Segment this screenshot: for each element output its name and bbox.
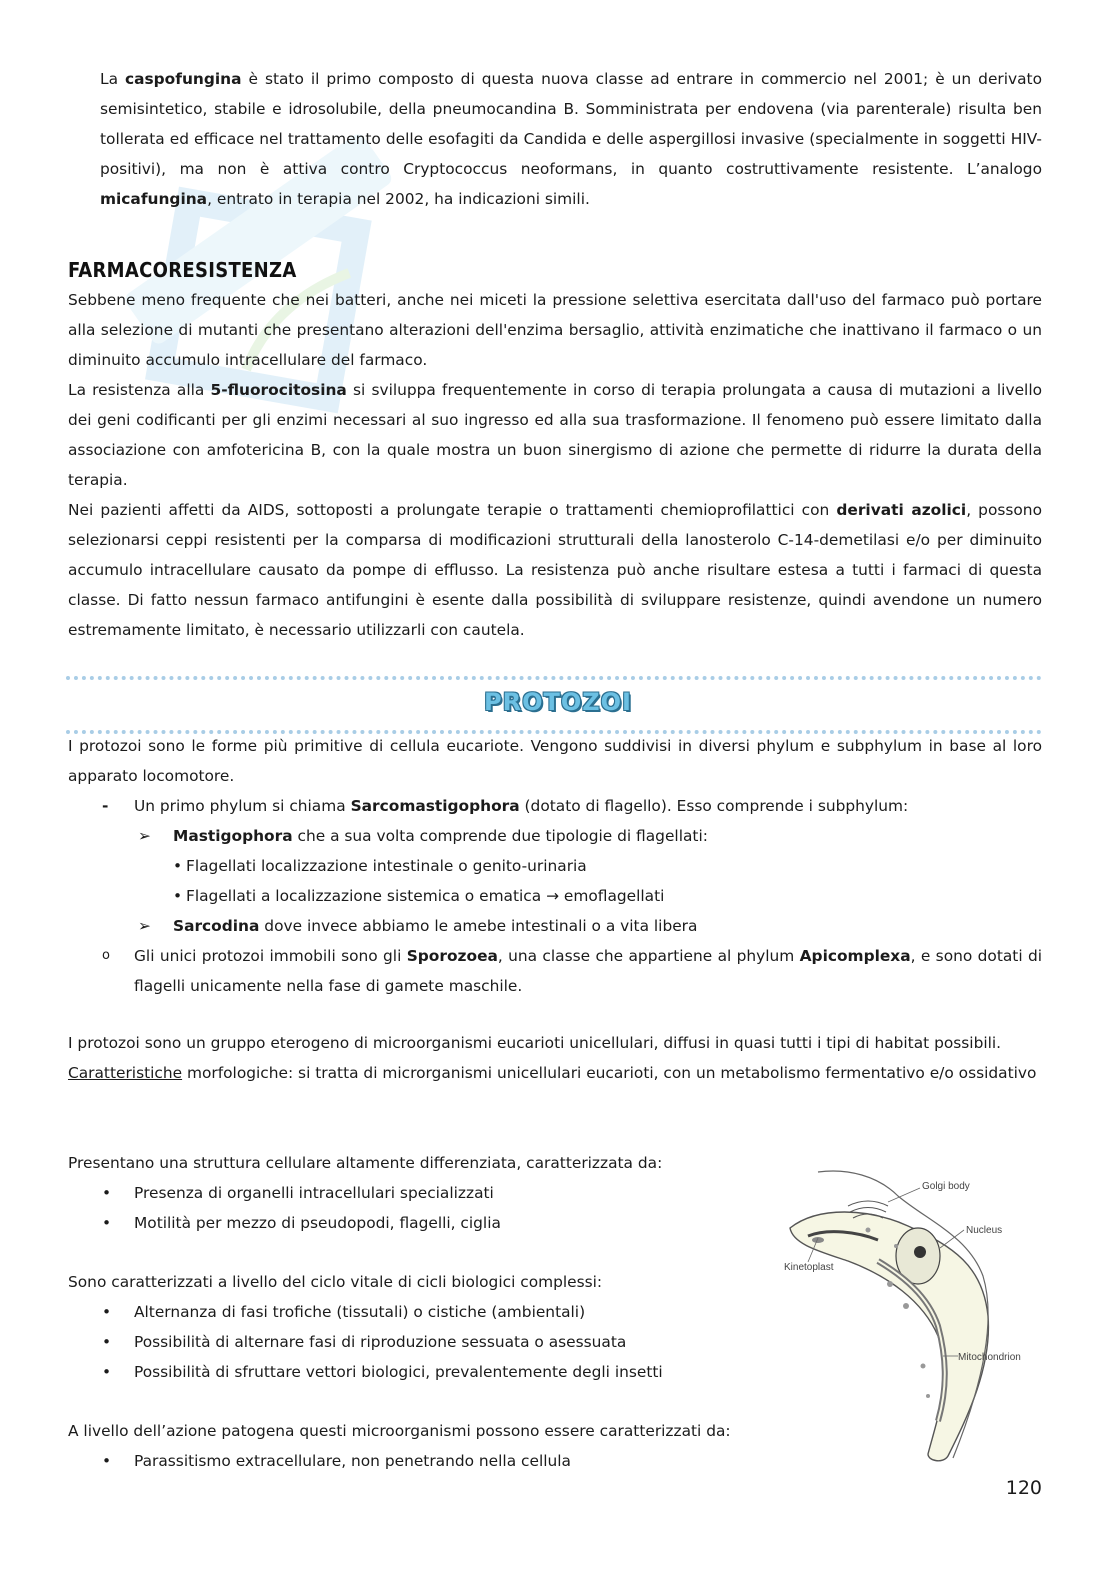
list-item: • Alternanza di fasi trofiche (tissutali) o cistiche (ambientali) (102, 1303, 586, 1321)
list-item: • Possibilità di alternare fasi di riproduzione sessuata o asessuata (102, 1333, 627, 1351)
list-item: • Motilità per mezzo di pseudopodi, flagelli, ciglia (102, 1214, 501, 1232)
lifecycle-section: Sono caratterizzati a livello del ciclo vitale di cicli biologici complessi: • Alternanza di fasi trofiche (tissutali) o cistiche (ambientali) • Possibilità di alternare fasi di riproduzione sessuata o asessuata • Possibilità di sfruttare vettori biologici, prevalentemente degli insetti (68, 1267, 788, 1387)
list-item: • Parassitismo extracellulare, non penetrando nella cellula (102, 1452, 571, 1470)
protozoi-description: I protozoi sono un gruppo eterogeno di microorganismi eucarioti unicellulari, diffusi in quasi tutti i tipi di habitat possibili. Caratteristiche morfologiche: si tratta di microrganismi unicellulari eucarioti, con un metabolismo fermentativo e/o ossidativo (68, 1034, 1037, 1082)
pathogenic-section: A livello dell’azione patogena questi microorganismi possono essere caratterizzati da: • Parassitismo extracellulare, non penetrando nella cellula (68, 1416, 788, 1476)
farmaco-paragraph-2: La resistenza alla 5-fluorocitosina si sviluppa frequentemente in corso di terapia prolungata a causa di mutazioni a livello dei geni codificanti per gli enzimi necessari al suo ingresso ed alla sua trasformazione. Il fenomeno può essere limitato dalla associazione con amfotericina B, con la quale mostra un buon sinergismo di azione che permette di ridurre la durata della terapia. (68, 381, 1043, 489)
protozoi-intro: I protozoi sono le forme più primitive di cellula eucariote. Vengono suddivisi in diversi phylum e subphylum in base al loro apparato locomotore. (68, 737, 1042, 785)
farmaco-paragraph-3: Nei pazienti affetti da AIDS, sottoposti a prolungate terapie o trattamenti chemioprofilattici con derivati azolici, possono selezionarsi ceppi resistenti per la comparsa di modificazioni strutturali della lanosterolo C-14-demetilasi e/o per diminuito accumulo intracellulare causato da pompe di efflusso. La resistenza può anche risultare estesa a tutti i farmaci di questa classe. Di fatto nessun farmaco antifungini è esente dalla possibilità di sviluppare resistenze, quindi avendone un numero estremamente limitato, è necessario utilizzarli con cautela. (68, 501, 1042, 639)
term-micafungina: micafungina (100, 190, 208, 208)
arrow-bullet-icon: ➢ (138, 827, 151, 845)
label-mitochondrion: Mitochondrion (958, 1352, 1021, 1363)
caratteristiche-link-text: Caratteristiche (68, 1064, 183, 1082)
list-item: ➢ Mastigophora che a sua volta comprende due tipologie di flagellati: (68, 821, 1042, 851)
label-golgi: Golgi body (922, 1181, 970, 1192)
term-caspofungina: caspofungina (125, 70, 242, 88)
farmacoresistenza-heading: FARMACORESISTENZA (68, 258, 297, 282)
farmaco-paragraph-1: Sebbene meno frequente che nei batteri, anche nei miceti la pressione selettiva esercitata dall'uso del farmaco può portare alla selezione di mutanti che presentano alterazioni dell'enzima bersaglio, attività enzimatiche che inattivano il farmaco o un diminuito accumulo intracellulare del farmaco. (68, 291, 1042, 369)
label-kinetoplast: Kinetoplast (784, 1262, 834, 1273)
trypanosome-diagram (778, 1166, 1048, 1466)
page-number: 120 (1005, 1477, 1042, 1499)
phylum-list (68, 791, 1042, 1001)
list-item: • Flagellati localizzazione intestinale o genito-urinaria (173, 857, 587, 875)
label-nucleus: Nucleus (966, 1225, 1003, 1236)
caspofungina-paragraph: La caspofungina è stato il primo composto di questa nuova classe ad entrare in commercio nel 2001; è un derivato semisintetico, stabile e idrosolubile, della pneumocandina B. Somministrata per endovena (via parenterale) risulta ben tollerata ed efficace nel trattamento delle esofagiti da Candida e delle aspergillosi invasive (specialmente in soggetti HIV- positivi), ma non è attiva contro Cryptococcus neoformans, in quanto costruttivamente resistente. L’analogo micafungina, entrato in terapia nel 2002, ha indicazioni simili. (100, 70, 1043, 208)
protozoi-title: PROTOZOI (484, 688, 632, 716)
farmacoresistenza-section (68, 285, 1042, 645)
list-item: o Gli unici protozoi immobili sono gli Sporozoea, una classe che appartiene al phylum Apicomplexa, e sono dotati di flagelli unicamente nella fase di gamete maschile. (102, 947, 1042, 995)
list-item: • Presenza di organelli intracellulari specializzati (102, 1184, 494, 1202)
structure-section: Presentano una struttura cellulare altamente differenziata, caratterizzata da: • Presenza di organelli intracellulari specializzati • Motilità per mezzo di pseudopodi, flagelli, ciglia (68, 1148, 788, 1238)
list-item: • Possibilità di sfruttare vettori biologici, prevalentemente degli insetti (102, 1363, 663, 1381)
list-item: ➢ Sarcodina dove invece abbiamo le amebe intestinali o a vita libera (68, 911, 1042, 941)
dotted-divider-top (66, 676, 1042, 680)
list-item: • Flagellati a localizzazione sistemica o ematica → emoflagellati (173, 887, 665, 905)
arrow-bullet-icon: ➢ (138, 917, 151, 935)
cell-body (790, 1212, 988, 1461)
list-item: - Un primo phylum si chiama Sarcomastigophora (dotato di flagello). Esso comprende i subphylum: (102, 797, 909, 815)
